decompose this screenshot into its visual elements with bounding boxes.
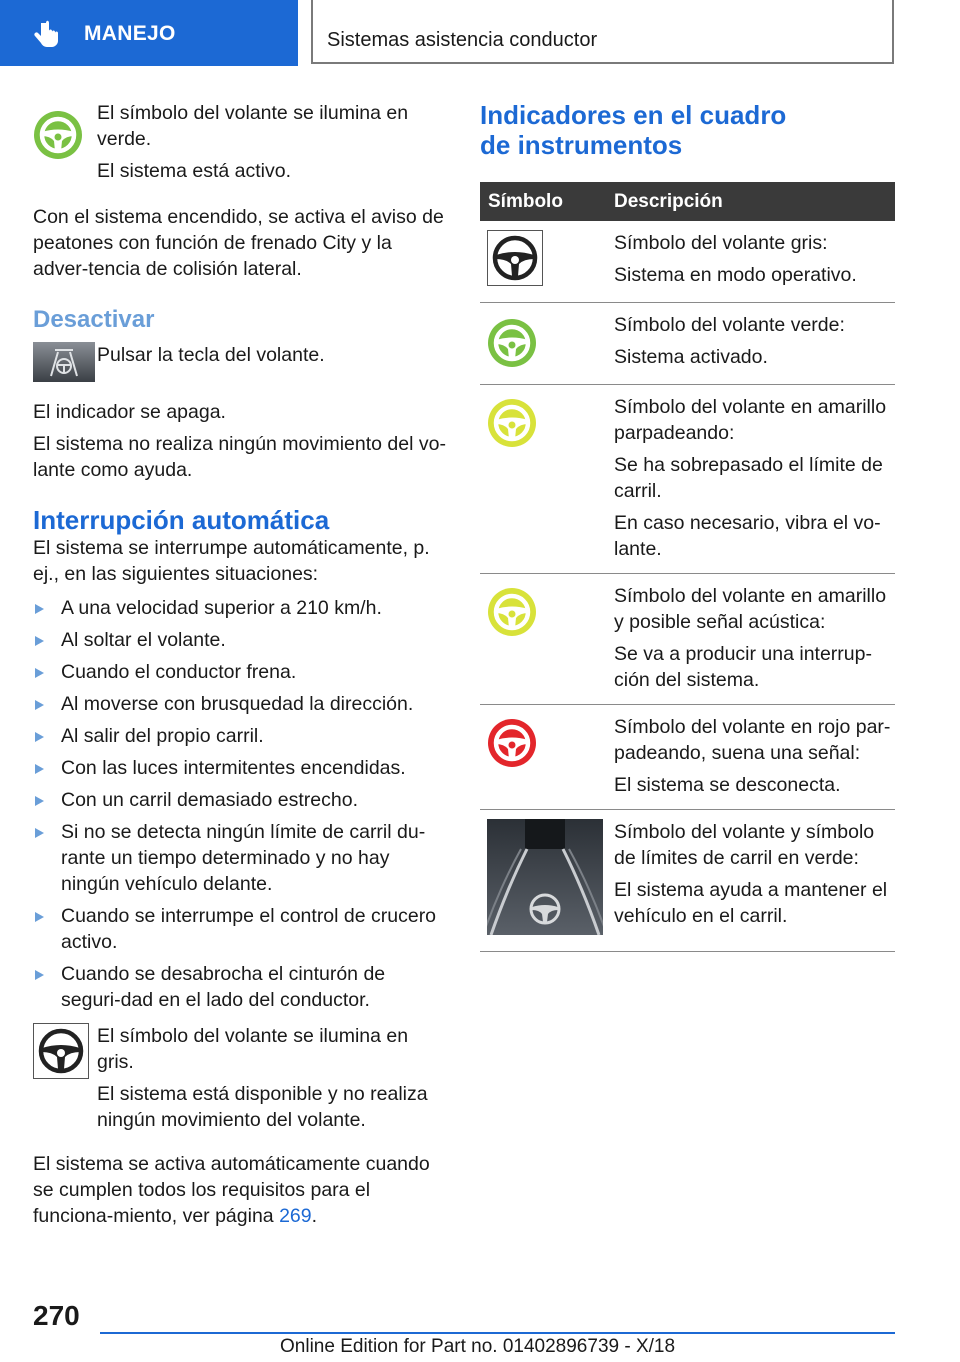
chapter-title: Sistemas asistencia conductor [327,29,598,51]
page-number: 270 [33,1300,80,1331]
list-item: Si no se detecta ningún límite de carril du-rante un tiempo determinado y no hay ningún vehículo delante. [33,819,447,897]
steering-wheel-gray-icon [33,1023,89,1079]
list-item: Con las luces intermitentes encendidas. [33,755,447,781]
edition-text: Online Edition for Part no. 01402896739 - X/18 [280,1336,676,1357]
table-row: Símbolo del volante verde: Sistema activado. [480,303,895,385]
list-item: Al salir del propio carril. [33,723,447,749]
steering-button-icon [33,342,95,382]
list-item: Al moverse con brusquedad la dirección. [33,691,447,717]
column-header-description: Descripción [610,182,895,221]
steering-wheel-red-icon [487,718,537,768]
list-item: A una velocidad superior a 210 km/h. [33,595,447,621]
table-row: Símbolo del volante y símbolo de límites de carril en verde: El sistema ayuda a mantener el vehículo en el carril. [480,810,895,952]
table-row: Símbolo del volante en amarillo y posible señal acústica: Se va a producir una interrup-ción del sistema. [480,574,895,705]
desactivar-row [33,342,447,387]
green-note-line-2: El sistema está activo. [97,160,291,182]
desactivar-text: Pulsar la tecla del volante. [97,344,325,366]
interrupcion-intro: El sistema se interrumpe automáticamente, p. ej., en las siguientes situaciones: [33,537,430,585]
green-note-line-1: El símbolo del volante se ilumina en verde. [97,102,409,150]
list-item: Al soltar el volante. [33,627,447,653]
heading-indicadores: Indicadores en el cuadro de instrumentos [480,100,787,160]
list-item: Cuando se desabrocha el cinturón de seguri-dad en el lado del conductor. [33,961,447,1013]
section-label: MANEJO [84,22,176,45]
lane-display-steering-wheel-image [487,819,603,935]
gray-note-line-2: El sistema está disponible y no realiza ningún movimiento del volante. [97,1083,428,1131]
table-row: Símbolo del volante en amarillo parpadeando: Se ha sobrepasado el límite de carril. En caso necesario, vibra el vo-lante. [480,385,895,574]
interruption-list [33,595,447,1013]
list-item: Cuando el conductor frena. [33,659,447,685]
paragraph-no-movement: El sistema no realiza ningún movimiento del vo-lante como ayuda. [33,433,446,481]
steering-wheel-yellow-acoustic-icon [487,587,537,637]
paragraph-activation: Con el sistema encendido, se activa el aviso de peatones con función de frenado City y la adver-tencia de colisión lateral. [33,206,444,280]
steering-wheel-gray-icon [487,230,543,286]
chapter-tab [311,0,894,64]
paragraph-indicator-off: El indicador se apaga. [33,401,226,423]
section-tab [0,0,298,66]
left-column [33,100,447,1229]
heading-interrupcion: Interrupción automática [33,505,330,535]
list-item: Cuando se interrumpe el control de crucero activo. [33,903,447,955]
steering-wheel-yellow-blinking-icon [487,398,537,448]
footer-divider [100,1332,895,1334]
page-reference-link[interactable]: 269 [279,1205,312,1227]
green-symbol-note [33,100,447,184]
column-header-symbol: Símbolo [480,182,610,221]
paragraph-auto-activation: El sistema se activa automáticamente cuando se cumplen todos los requisitos para el funciona-miento, ver página 269. [33,1153,430,1227]
table-row: Símbolo del volante gris: Sistema en modo operativo. [480,221,895,303]
page-header [0,0,960,66]
gray-note-line-1: El símbolo del volante se ilumina en gris. [97,1025,409,1073]
steering-wheel-green-icon [33,110,83,160]
right-column [480,100,895,952]
gray-symbol-note [33,1023,447,1133]
list-item: Con un carril demasiado estrecho. [33,787,447,813]
heading-desactivar: Desactivar [33,306,155,333]
pointing-hand-icon [32,20,62,50]
table-row: Símbolo del volante en rojo par-padeando, suena una señal: El sistema se desconecta. [480,705,895,810]
steering-wheel-green-icon [487,318,537,368]
symbol-table [480,182,895,952]
